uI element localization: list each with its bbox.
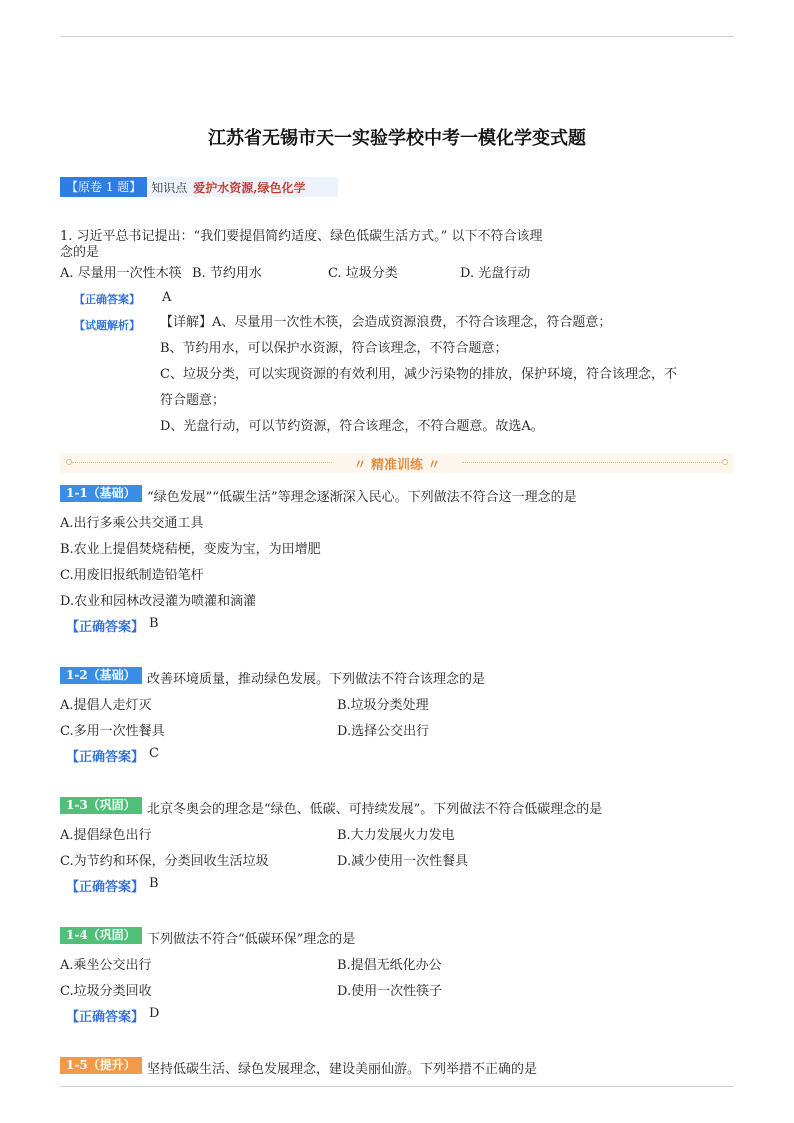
analysis-line: B、节约用水，可以保护水资源，符合该理念，不符合题意； xyxy=(160,341,508,356)
original-option-b: B. 节约用水 xyxy=(192,266,262,281)
divider-dot xyxy=(722,459,728,465)
question-tag: 1-2（基础） xyxy=(60,667,142,684)
divider-line xyxy=(462,462,722,463)
footer-rule xyxy=(60,1086,734,1087)
question-stem: 坚持低碳生活、绿色发展理念，建设美丽仙游。下列举措不正确的是 xyxy=(147,1062,538,1077)
original-question-line2: 念的是 xyxy=(60,245,100,260)
question-stem: 北京冬奥会的理念是“绿色、低碳、可持续发展”。下列做法不符合低碳理念的是 xyxy=(147,802,603,817)
answer-label: 【正确答案】 xyxy=(66,1010,145,1025)
section-title: 〃 精准训练 〃 xyxy=(347,454,446,473)
question-option: C.用废旧报纸制造铅笔杆 xyxy=(60,568,204,583)
question-option: D.选择公交出行 xyxy=(337,724,430,739)
question-tag: 1-3（巩固） xyxy=(60,797,142,814)
question-option: A.提倡绿色出行 xyxy=(60,828,152,843)
question-option: B.垃圾分类处理 xyxy=(337,698,429,713)
original-answer-label: 【正确答案】 xyxy=(74,293,140,306)
original-option-d: D. 光盘行动 xyxy=(460,266,531,281)
question-option: A.提倡人走灯灭 xyxy=(60,698,152,713)
question-option: B.大力发展火力发电 xyxy=(337,828,455,843)
page-title: 江苏省无锡市天一实验学校中考一模化学变式题 xyxy=(208,128,586,149)
answer-value: D xyxy=(149,1006,160,1021)
question-option: D.减少使用一次性餐具 xyxy=(337,854,469,869)
question-option: B.提倡无纸化办公 xyxy=(337,958,442,973)
analysis-line: 符合题意； xyxy=(160,393,226,408)
answer-value: C xyxy=(149,746,159,761)
original-question-bar xyxy=(60,177,338,197)
question-tag: 1-5（提升） xyxy=(60,1057,142,1074)
question-option: A.出行多乘公共交通工具 xyxy=(60,516,204,531)
question-option: B.农业上提倡焚烧秸梗，变废为宝，为田增肥 xyxy=(60,542,321,557)
header-rule xyxy=(60,36,734,37)
knowledge-point-label: 知识点 xyxy=(151,180,188,195)
answer-value: B xyxy=(149,876,159,891)
question-option: D.使用一次性筷子 xyxy=(337,984,443,999)
answer-label: 【正确答案】 xyxy=(66,750,145,765)
divider-line xyxy=(72,462,332,463)
answer-label: 【正确答案】 xyxy=(66,620,145,635)
analysis-label: 【试题解析】 xyxy=(74,319,140,332)
original-answer-value: A xyxy=(162,290,172,305)
question-option: D.农业和园林改浸灌为喷灌和滴灌 xyxy=(60,594,257,609)
original-tag: 【原卷 1 题】 xyxy=(60,177,147,197)
question-option: C.多用一次性餐具 xyxy=(60,724,165,739)
answer-value: B xyxy=(149,616,159,631)
section-divider xyxy=(60,453,734,473)
analysis-line: D、光盘行动，可以节约资源，符合该理念，不符合题意。故选A。 xyxy=(160,419,544,434)
question-stem: 下列做法不符合“低碳环保”理念的是 xyxy=(147,932,356,947)
question-stem: 改善环境质量，推动绿色发展。下列做法不符合该理念的是 xyxy=(147,672,486,687)
question-stem: “绿色发展”“低碳生活”等理念逐渐深入民心。下列做法不符合这一理念的是 xyxy=(147,490,577,505)
question-option: C.为节约和环保，分类回收生活垃圾 xyxy=(60,854,269,869)
original-question-line1: 1. 习近平总书记提出：“我们要提倡简约适度、绿色低碳生活方式。” 以下不符合该理 xyxy=(60,229,543,244)
answer-label: 【正确答案】 xyxy=(66,880,145,895)
analysis-line: 【详解】A、尽量用一次性木筷，会造成资源浪费，不符合该理念，符合题意； xyxy=(160,315,612,330)
analysis-text xyxy=(160,310,730,440)
original-option-a: A. 尽量用一次性木筷 xyxy=(60,266,182,281)
original-option-c: C. 垃圾分类 xyxy=(328,266,398,281)
question-tag: 1-4（巩固） xyxy=(60,927,142,944)
question-option: C.垃圾分类回收 xyxy=(60,984,152,999)
question-option: A.乘坐公交出行 xyxy=(60,958,152,973)
knowledge-point-value: 爱护水资源,绿色化学 xyxy=(193,180,306,195)
question-tag: 1-1（基础） xyxy=(60,485,142,502)
analysis-line: C、垃圾分类，可以实现资源的有效利用，减少污染物的排放，保护环境，符合该理念，不 xyxy=(160,367,677,382)
